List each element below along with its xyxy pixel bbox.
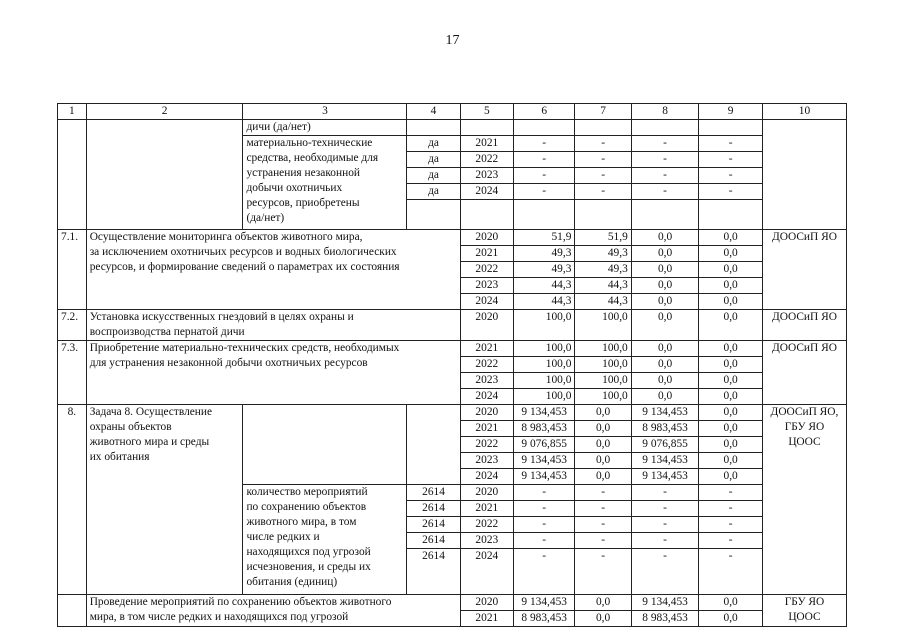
cell-text: 0,0 [699,437,763,453]
cell-text: 100,0 [575,341,631,357]
cell-text: 2022 [460,437,513,453]
task-cell [86,405,243,595]
cell-text: - [575,501,631,517]
cell-text: ЦООС [788,611,821,623]
indicator-intro: дичи (да/нет) [243,120,407,136]
cell-text: 2023 [460,533,513,549]
cell-text: - [575,136,631,152]
cell-text: 2020 [460,485,513,501]
cell-text: 0,0 [699,373,763,389]
cell-text: 0,0 [699,469,763,485]
cell-text: 0,0 [631,341,699,357]
cell-text: 0,0 [575,453,631,469]
cell-text: 2021 [460,501,513,517]
executor-cell [762,120,846,230]
cell-text: 2024 [460,469,513,485]
cell-text: за исключением охотничьих ресурсов и водных биологических [89,246,397,258]
indicator-desc [243,136,407,230]
cell-text: 49,3 [575,262,631,278]
cell-text: Установка искусственных гнездовий в целях охраны и [89,311,354,323]
table-cell [513,200,574,230]
cell-text: 0,0 [699,278,763,294]
header-cell: 5 [460,104,513,120]
cell-text: 2614 [407,485,460,501]
table-cell [460,120,513,136]
cell-text: 0,0 [631,310,699,341]
executor-cell [762,405,846,595]
cell-text: 2020 [460,310,513,341]
cell-text: 2023 [460,278,513,294]
cell-text: - [575,549,631,595]
cell-text: - [513,501,574,517]
cell-text: воспроизводства пернатой дичи [89,326,245,338]
cell-text: 0,0 [631,246,699,262]
cell-text: 0,0 [631,278,699,294]
cell-text: 0,0 [631,373,699,389]
cell-text: 0,0 [575,421,631,437]
num-cell: 8. [58,405,87,595]
cell-text: 9 134,453 [631,595,699,611]
cell-text: 0,0 [575,405,631,421]
cell-text: 2023 [460,453,513,469]
cell-text: 0,0 [631,389,699,405]
cell-text: - [513,533,574,549]
cell-text: 0,0 [699,357,763,373]
cell-text: 51,9 [575,230,631,246]
cell-text: устранения незаконной [246,167,360,179]
cell-text: 100,0 [575,357,631,373]
cell-text: находящихся под угрозой [246,546,371,558]
cell-text: 2020 [460,230,513,246]
cell-text: 2021 [460,246,513,262]
cell-text: - [575,517,631,533]
cell-text: - [631,168,699,184]
cell-text: - [699,152,763,168]
cell-text: да [407,168,460,184]
cell-text: 2614 [407,549,460,595]
cell-text: 100,0 [575,310,631,341]
cell-text: 0,0 [631,357,699,373]
cell-text: 0,0 [575,469,631,485]
cell-text: обитания (единиц) [246,576,338,588]
table-cell [407,120,460,136]
cell-text: 0,0 [699,310,763,341]
measure-cell [86,230,460,310]
table-cell [699,200,763,230]
header-cell: 8 [631,104,699,120]
header-cell: 7 [575,104,631,120]
cell-text: 0,0 [699,453,763,469]
cell-text: 2024 [460,549,513,595]
cell-text: - [575,184,631,200]
cell-text: 0,0 [575,595,631,611]
cell-text: ГБУ ЯО [784,596,825,608]
executor-cell [762,595,846,627]
cell-text: 100,0 [575,389,631,405]
num-cell: 7.1. [58,230,87,310]
executor-cell: ДООСиП ЯО [762,310,846,341]
table-row [58,120,847,136]
table-cell [699,120,763,136]
cell-text: - [631,517,699,533]
program-table [57,103,847,627]
header-cell: 4 [407,104,460,120]
cell-text: животного мира, в том [246,516,357,528]
cell-text: 0,0 [699,611,763,627]
measure-cell [86,341,460,405]
cell-text: животного мира и среды [89,436,210,448]
cell-text: 0,0 [699,421,763,437]
cell-text: ресурсов, и формирование сведений о параметрах их состояния [89,261,400,273]
cell-text: 0,0 [575,611,631,627]
header-row [58,104,847,120]
cell-text: 44,3 [513,294,574,310]
cell-text: - [575,485,631,501]
cell-text: 9 076,855 [513,437,574,453]
cell-text: ЦООС [788,436,821,448]
cell-text: - [699,184,763,200]
cell-text: 0,0 [575,437,631,453]
measure-cell [86,310,460,341]
header-cell: 3 [243,104,407,120]
empty-cell [243,405,407,485]
cell-text: 0,0 [699,405,763,421]
cell-text: 9 134,453 [631,469,699,485]
cell-text: 8 983,453 [631,421,699,437]
cell-text: - [513,517,574,533]
cell-text: - [513,485,574,501]
executor-cell: ДООСиП ЯО [762,341,846,405]
table-cell [631,200,699,230]
table-cell [407,200,460,230]
cell-text: - [699,168,763,184]
cell-text: Приобретение материально-технических средств, необходимых [89,342,400,354]
cell-text: 0,0 [699,294,763,310]
cell-text: - [513,184,574,200]
cell-text: исчезновения, и среды их [246,561,371,573]
cell-text: - [513,152,574,168]
cell-text: 9 134,453 [631,453,699,469]
cell-text: - [699,485,763,501]
cell-text: 51,9 [513,230,574,246]
cell-text: 2022 [460,152,513,168]
cell-text: 0,0 [699,341,763,357]
cell-text: - [513,549,574,595]
cell-text: - [513,136,574,152]
num-cell: 7.3. [58,341,87,405]
cell-text: 8 983,453 [513,421,574,437]
empty-cell [407,405,460,485]
cell-text: 2614 [407,533,460,549]
num-cell [58,120,87,230]
table-row [58,595,847,611]
table-row [58,310,847,341]
cell-text: - [631,136,699,152]
cell-text: 8 983,453 [631,611,699,627]
cell-text: 0,0 [631,294,699,310]
table-cell [460,200,513,230]
cell-text: - [631,501,699,517]
table-cell [575,120,631,136]
cell-text: 2021 [460,611,513,627]
cell-text: 44,3 [513,278,574,294]
cell-text: 100,0 [513,357,574,373]
header-cell: 1 [58,104,87,120]
cell-text: - [699,533,763,549]
cell-text: для устранения незаконной добычи охотничьих ресурсов [89,357,368,369]
header-cell: 6 [513,104,574,120]
cell-text: 9 134,453 [513,405,574,421]
cell-text: 100,0 [513,373,574,389]
cell-text: 2022 [460,517,513,533]
cell-text: 49,3 [513,246,574,262]
cell-text: да [407,136,460,152]
cell-text: количество мероприятий [246,486,368,498]
cell-text: 0,0 [699,389,763,405]
task-cell [86,120,243,230]
cell-text: 2614 [407,517,460,533]
cell-text: 2024 [460,184,513,200]
cell-text: средства, необходимые для [246,152,379,164]
cell-text: 44,3 [575,278,631,294]
cell-text: 2024 [460,389,513,405]
cell-text: числе редких и [246,531,320,543]
num-cell: 7.2. [58,310,87,341]
table-cell [575,200,631,230]
cell-text: 9 134,453 [631,405,699,421]
cell-text: 0,0 [631,262,699,278]
cell-text: 2614 [407,501,460,517]
cell-text: Проведение мероприятий по сохранению объектов животного [89,596,392,608]
table-cell [513,120,574,136]
cell-text: - [631,152,699,168]
cell-text: 2022 [460,357,513,373]
cell-text: 2021 [460,136,513,152]
cell-text: Задача 8. Осуществление [89,406,213,418]
cell-text: 0,0 [699,595,763,611]
indicator-desc [243,485,407,595]
cell-text: ДООСиП ЯО, [770,406,839,418]
cell-text: (да/нет) [246,212,285,224]
cell-text: 44,3 [575,294,631,310]
cell-text: - [575,533,631,549]
table-row [58,230,847,246]
cell-text: 0,0 [699,230,763,246]
cell-text: мира, в том числе редких и находящихся под угрозой [89,611,349,623]
cell-text: да [407,184,460,200]
cell-text: материально-технические [246,137,373,149]
cell-text: 9 134,453 [513,469,574,485]
cell-text: - [631,533,699,549]
cell-text: по сохранению объектов [246,501,367,513]
cell-text: Осуществление мониторинга объектов животного мира, [89,231,363,243]
cell-text: 2023 [460,373,513,389]
header-cell: 10 [762,104,846,120]
cell-text: 2020 [460,595,513,611]
table-row [58,405,847,421]
cell-text: - [699,549,763,595]
page-number: 17 [445,33,460,48]
cell-text: добычи охотничьих [246,182,343,194]
cell-text: 100,0 [513,341,574,357]
cell-text: - [699,517,763,533]
cell-text: 49,3 [513,262,574,278]
cell-text: 2020 [460,405,513,421]
cell-text: да [407,152,460,168]
cell-text: - [631,549,699,595]
cell-text: - [575,152,631,168]
cell-text: - [699,136,763,152]
table-cell [631,120,699,136]
cell-text: 9 076,855 [631,437,699,453]
cell-text: ресурсов, приобретены [246,197,360,209]
cell-text: - [631,485,699,501]
table-row [58,341,847,357]
cell-text: 0,0 [699,262,763,278]
num-cell [58,595,87,627]
cell-text: ГБУ ЯО [784,421,825,433]
cell-text: - [513,168,574,184]
cell-text: - [575,168,631,184]
cell-text: 100,0 [513,389,574,405]
cell-text: 0,0 [631,230,699,246]
cell-text: 2022 [460,262,513,278]
cell-text: 100,0 [575,373,631,389]
cell-text: 2021 [460,341,513,357]
cell-text: - [699,501,763,517]
cell-text: - [631,184,699,200]
header-cell: 2 [86,104,243,120]
header-cell: 9 [699,104,763,120]
cell-text: 2021 [460,421,513,437]
cell-text: 100,0 [513,310,574,341]
cell-text: 9 134,453 [513,595,574,611]
cell-text: 49,3 [575,246,631,262]
cell-text: их обитания [89,451,150,463]
cell-text: 2023 [460,168,513,184]
cell-text: 9 134,453 [513,453,574,469]
cell-text: охраны объектов [89,421,172,433]
measure-cell [86,595,460,627]
cell-text: 8 983,453 [513,611,574,627]
cell-text: 2024 [460,294,513,310]
executor-cell: ДООСиП ЯО [762,230,846,310]
cell-text: 0,0 [699,246,763,262]
